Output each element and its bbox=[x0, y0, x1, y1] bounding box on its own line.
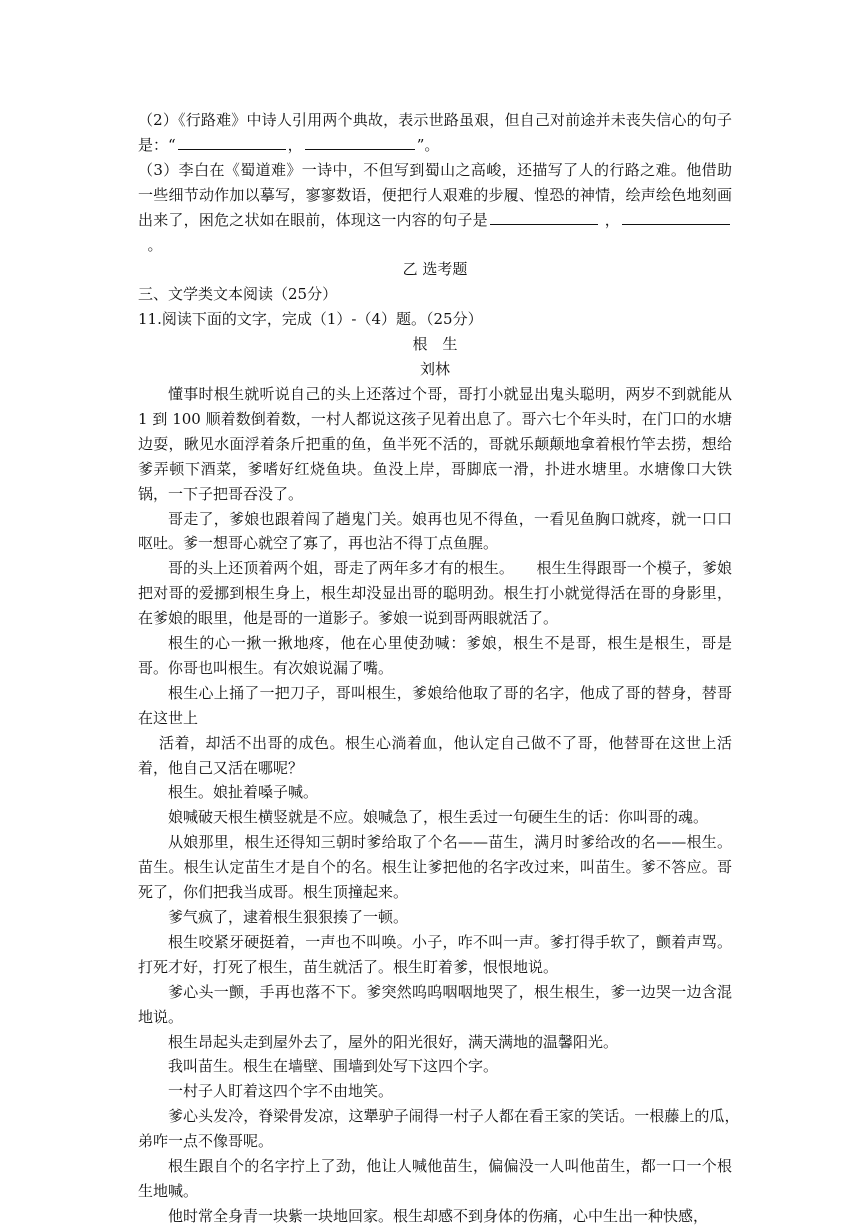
article-paragraph: 一村子人盯着这四个字不由地笑。 bbox=[168, 1082, 394, 1101]
question-2-sep: ， bbox=[287, 135, 303, 154]
answer-blank-1[interactable] bbox=[178, 135, 286, 150]
article-paragraph: 娘喊破天根生横竖就是不应。娘喊急了，根生丢过一句硬生生的话：你叫哥的魂。 bbox=[168, 808, 709, 827]
section-yi-heading: 乙 选考题 bbox=[402, 260, 468, 279]
question-2-end: ”。 bbox=[416, 135, 440, 154]
article-paragraph: 根生咬紧牙硬挺着，一声也不叫唤。小子，咋不叫一声。爹打得手软了，颤着声骂。打死才好，打死了根生，苗生就活了。根生盯着爹，恨恨地说。 bbox=[138, 932, 732, 976]
article-title: 根 生 bbox=[412, 335, 458, 354]
question-3 bbox=[138, 158, 732, 258]
article-paragraph: 爹心头发冷，脊梁骨发凉，这犟驴子闹得一村子人都在看王家的笑话。一根藤上的瓜， 弟咋一点不像哥呢。 bbox=[138, 1107, 748, 1151]
article-paragraph: 根生。娘扯着嗓子喊。 bbox=[168, 783, 319, 802]
article-author: 刘林 bbox=[419, 360, 450, 379]
question-3-text: （3）李白在《蜀道难》一诗中，不但写到蜀山之高峻，还描写了人的行路之难。他借助一些细节动作加以摹写，寥寥数语，便把行人艰难的步履、惶恐的神情，绘声绘色地刻画出来了，困危之状如在眼前，体现这一内容的句子是 bbox=[138, 160, 732, 229]
answer-blank-3[interactable] bbox=[490, 210, 598, 225]
question-3-end: 。 bbox=[147, 235, 163, 254]
question-3-sep: ， bbox=[604, 210, 620, 229]
article-paragraph: 根生的心一揪一揪地疼，他在心里使劲喊：爹娘，根生不是哥，根生是根生，哥是哥。你哥也叫根生。有次娘说漏了嘴。 bbox=[138, 634, 732, 677]
question-11: 11.阅读下面的文字，完成（1）-（4）题。（25分） bbox=[138, 310, 483, 329]
article-paragraph-continued: 活着，却活不出哥的成色。根生心淌着血，他认定自己做不了哥，他替哥在这世上活着，他自己又活在哪呢？ bbox=[138, 733, 732, 777]
answer-blank-2[interactable] bbox=[305, 135, 415, 150]
article-paragraph: 懂事时根生就听说自己的头上还落过个哥，哥打小就显出鬼头聪明，两岁不到就能从 1 到 100 顺着数倒着数，一村人都说这孩子见着出息了。哥六七个年头时，在门口的水塘边耍，瞅见水面浮着条斤把重的鱼，鱼半死不活的，哥就乐颠颠地拿着根竹竿去捞，想给爹弄顿下酒菜，爹嗜好红烧鱼块。鱼没上岸，哥脚底一滑，扑进水塘里。水塘像口大铁锅，一下子把哥吞没了。 bbox=[138, 384, 732, 503]
article-paragraph: 哥的头上还顶着两个姐，哥走了两年多才有的根生。 根生生得跟哥一个模子，爹娘把对哥的爱挪到根生身上，根生却没显出哥的聪明劲。根生打小就觉得活在哥的身影里，在爹娘的眼里，他是哥的一道影子。爹娘一说到哥两眼就活了。 bbox=[138, 559, 732, 628]
answer-blank-4[interactable] bbox=[622, 210, 730, 225]
article-paragraph: 根生心上捅了一把刀子，哥叫根生，爹娘给他取了哥的名字，他成了哥的替身，替哥在这世上 bbox=[138, 683, 732, 727]
article-paragraph: 哥走了，爹娘也跟着闯了趟鬼门关。娘再也见不得鱼，一看见鱼胸口就疼，就一口口呕吐。爹一想哥心就空了寡了，再也沾不得丁点鱼腥。 bbox=[138, 509, 732, 553]
document-page bbox=[138, 108, 748, 1229]
article-paragraph: 爹气疯了，逮着根生狠狠揍了一顿。 bbox=[168, 908, 409, 926]
article-paragraph: 爹心头一颤，手再也落不下。爹突然呜呜咽咽地哭了，根生根生，爹一边哭一边含混地说。 bbox=[138, 982, 732, 1026]
section-three-heading: 三、文学类文本阅读（25分） bbox=[138, 285, 338, 304]
article-paragraph: 根生跟自个的名字拧上了劲，他让人喊他苗生，偏偏没一人叫他苗生，都一口一个根生地喊。 bbox=[138, 1157, 732, 1200]
question-2 bbox=[138, 108, 732, 158]
article-paragraph: 我叫苗生。根生在墙壁、围墙到处写下这四个字。 bbox=[168, 1057, 499, 1076]
article-paragraph: 从娘那里，根生还得知三朝时爹给取了个名——苗生，满月时爹给改的名——根生。苗生。根生认定苗生才是自个的名。根生让爹把他的名字改过来，叫苗生。爹不答应。哥死了，你们把我当成哥。根生顶撞起来。 bbox=[138, 833, 732, 902]
question-2-text: （2）《行路难》中诗人引用两个典故，表示世路虽艰，但自己对前途并未丧失信心的句子是：“ bbox=[138, 111, 732, 154]
article-paragraph: 根生昂起头走到屋外去了，屋外的阳光很好，满天满地的温馨阳光。 bbox=[168, 1032, 619, 1051]
article-paragraph: 他时常全身青一块紫一块地回家。根生却感不到身体的伤痛，心中生出一种快感， bbox=[168, 1206, 709, 1225]
